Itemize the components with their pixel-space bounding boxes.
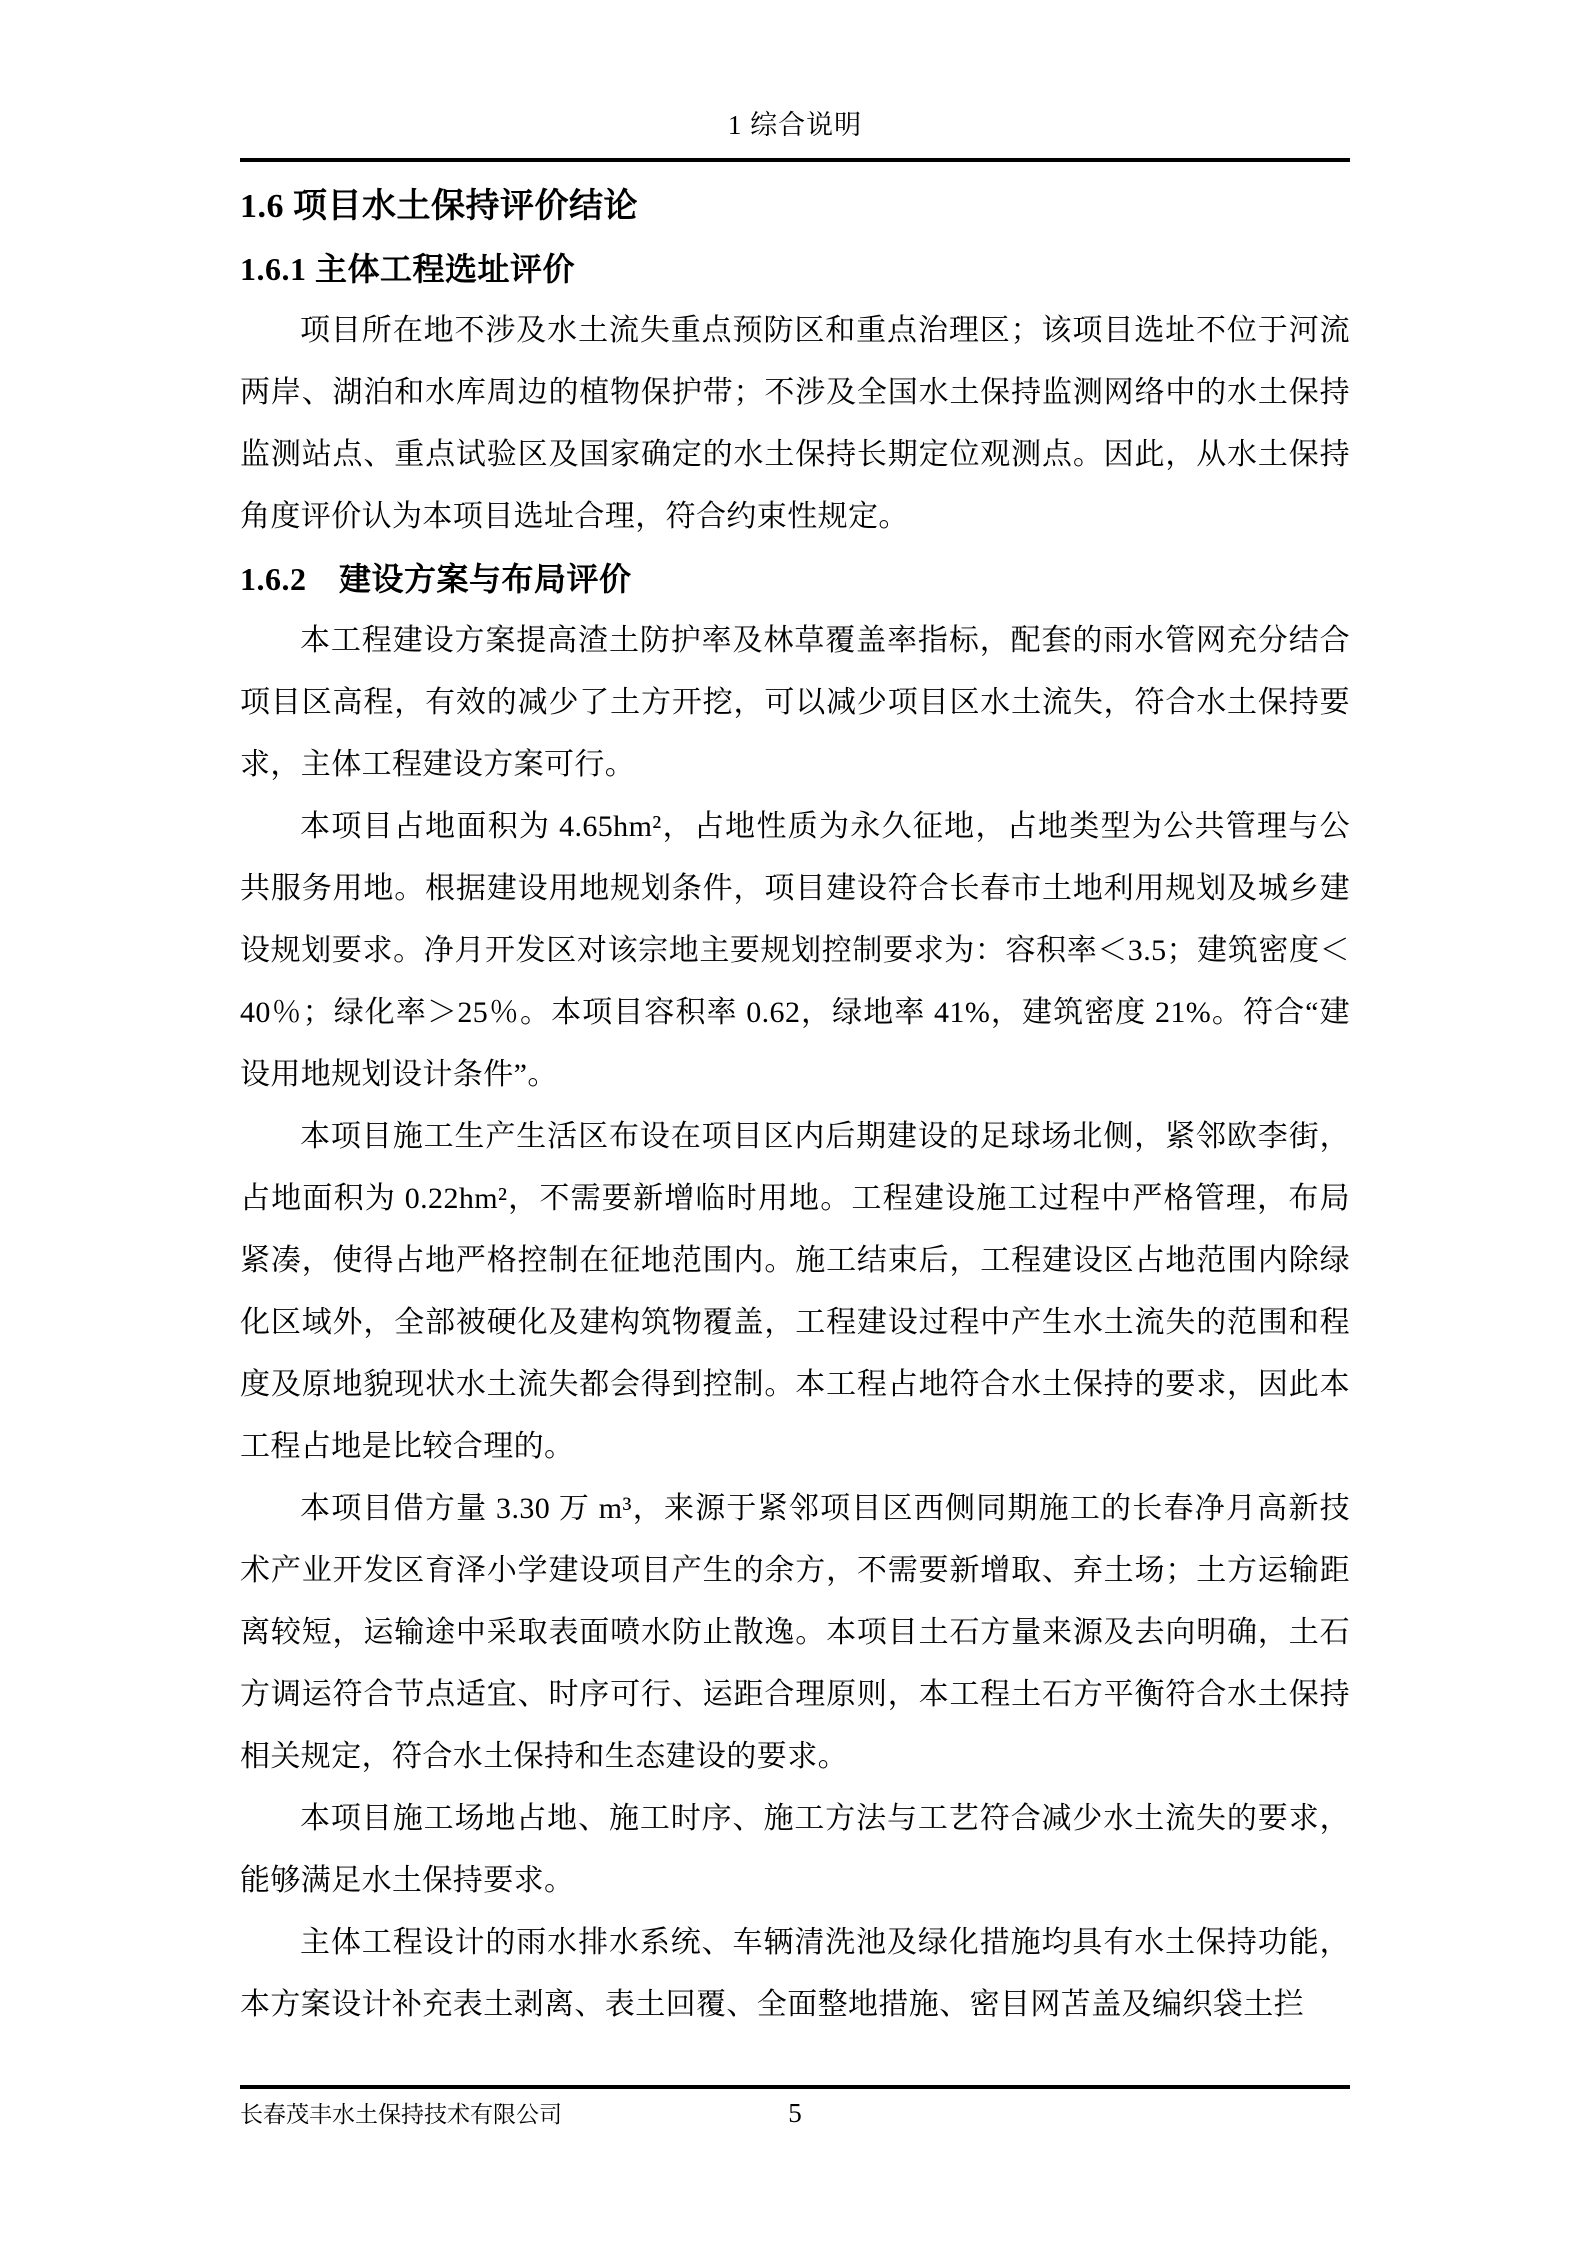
paragraph-construction-scheme: 本工程建设方案提高渣土防护率及林草覆盖率指标，配套的雨水管网充分结合项目区高程，有效的减少了土方开挖，可以减少项目区水土流失，符合水土保持要求，主体工程建设方案可行。 xyxy=(240,624,1350,781)
footer-company-name: 长春茂丰水土保持技术有限公司 xyxy=(240,2102,562,2127)
paragraph-land-occupation: 本项目占地面积为 4.65hm²，占地性质为永久征地，占地类型为公共管理与公共服务用地。根据建设用地规划条件，项目建设符合长春市土地利用规划及城乡建设规划要求。净月开发区对该宗地主要规划控制要求为：容积率＜3.5；建筑密度＜40％；绿化率＞25％。本项目容积率 0.62，绿地率 41%，建筑密度 21%。符合“建设用地规划设计条件”。 xyxy=(240,810,1350,1091)
paragraph-construction-living-area: 本项目施工生产生活区布设在项目区内后期建设的足球场北侧，紧邻欧李街，占地面积为 0.22hm²，不需要新增临时用地。工程建设施工过程中严格管理，布局紧凑，使得占地严格控制在征地范围内。施工结束后，工程建设区占地范围内除绿化区域外，全部被硬化及建构筑物覆盖，工程建设过程中产生水土流失的范围和程度及原地貌现状水土流失都会得到控制。本工程占地符合水土保持的要求，因此本工程占地是比较合理的。 xyxy=(240,1120,1350,1463)
paragraph-construction-method: 本项目施工场地占地、施工时序、施工方法与工艺符合减少水土流失的要求，能够满足水土保持要求。 xyxy=(240,1802,1350,1897)
paragraph-site-selection: 项目所在地不涉及水土流失重点预防区和重点治理区；该项目选址不位于河流两岸、湖泊和水库周边的植物保护带；不涉及全国水土保持监测网络中的水土保持监测站点、重点试验区及国家确定的水土保持长期定位观测点。因此，从水土保持角度评价认为本项目选址合理，符合约束性规定。 xyxy=(240,314,1350,533)
page-header xyxy=(240,0,1350,162)
page-footer xyxy=(240,2085,1350,2128)
content-column xyxy=(240,0,1350,2036)
section-heading-1-6: 1.6 项目水土保持评价结论 xyxy=(240,188,638,225)
section-heading-1-6-2: 1.6.2 建设方案与布局评价 xyxy=(240,561,632,597)
section-heading-1-6-1: 1.6.1 主体工程选址评价 xyxy=(240,251,576,287)
chapter-header-title: 1 综合说明 xyxy=(727,110,863,140)
page-body xyxy=(240,176,1350,2036)
paragraph-drainage-measures: 主体工程设计的雨水排水系统、车辆清洗池及绿化措施均具有水土保持功能，本方案设计补充表土剥离、表土回覆、全面整地措施、密目网苫盖及编织袋土拦 xyxy=(240,1926,1350,2021)
page-number: 5 xyxy=(788,2098,802,2128)
paragraph-borrow-earthwork: 本项目借方量 3.30 万 m³，来源于紧邻项目区西侧同期施工的长春净月高新技术产业开发区育泽小学建设项目产生的余方，不需要新增取、弃土场；土方运输距离较短，运输途中采取表面喷水防止散逸。本项目土石方量来源及去向明确，土石方调运符合节点适宜、时序可行、运距合理原则，本工程土石方平衡符合水土保持相关规定，符合水土保持和生态建设的要求。 xyxy=(240,1492,1350,1773)
